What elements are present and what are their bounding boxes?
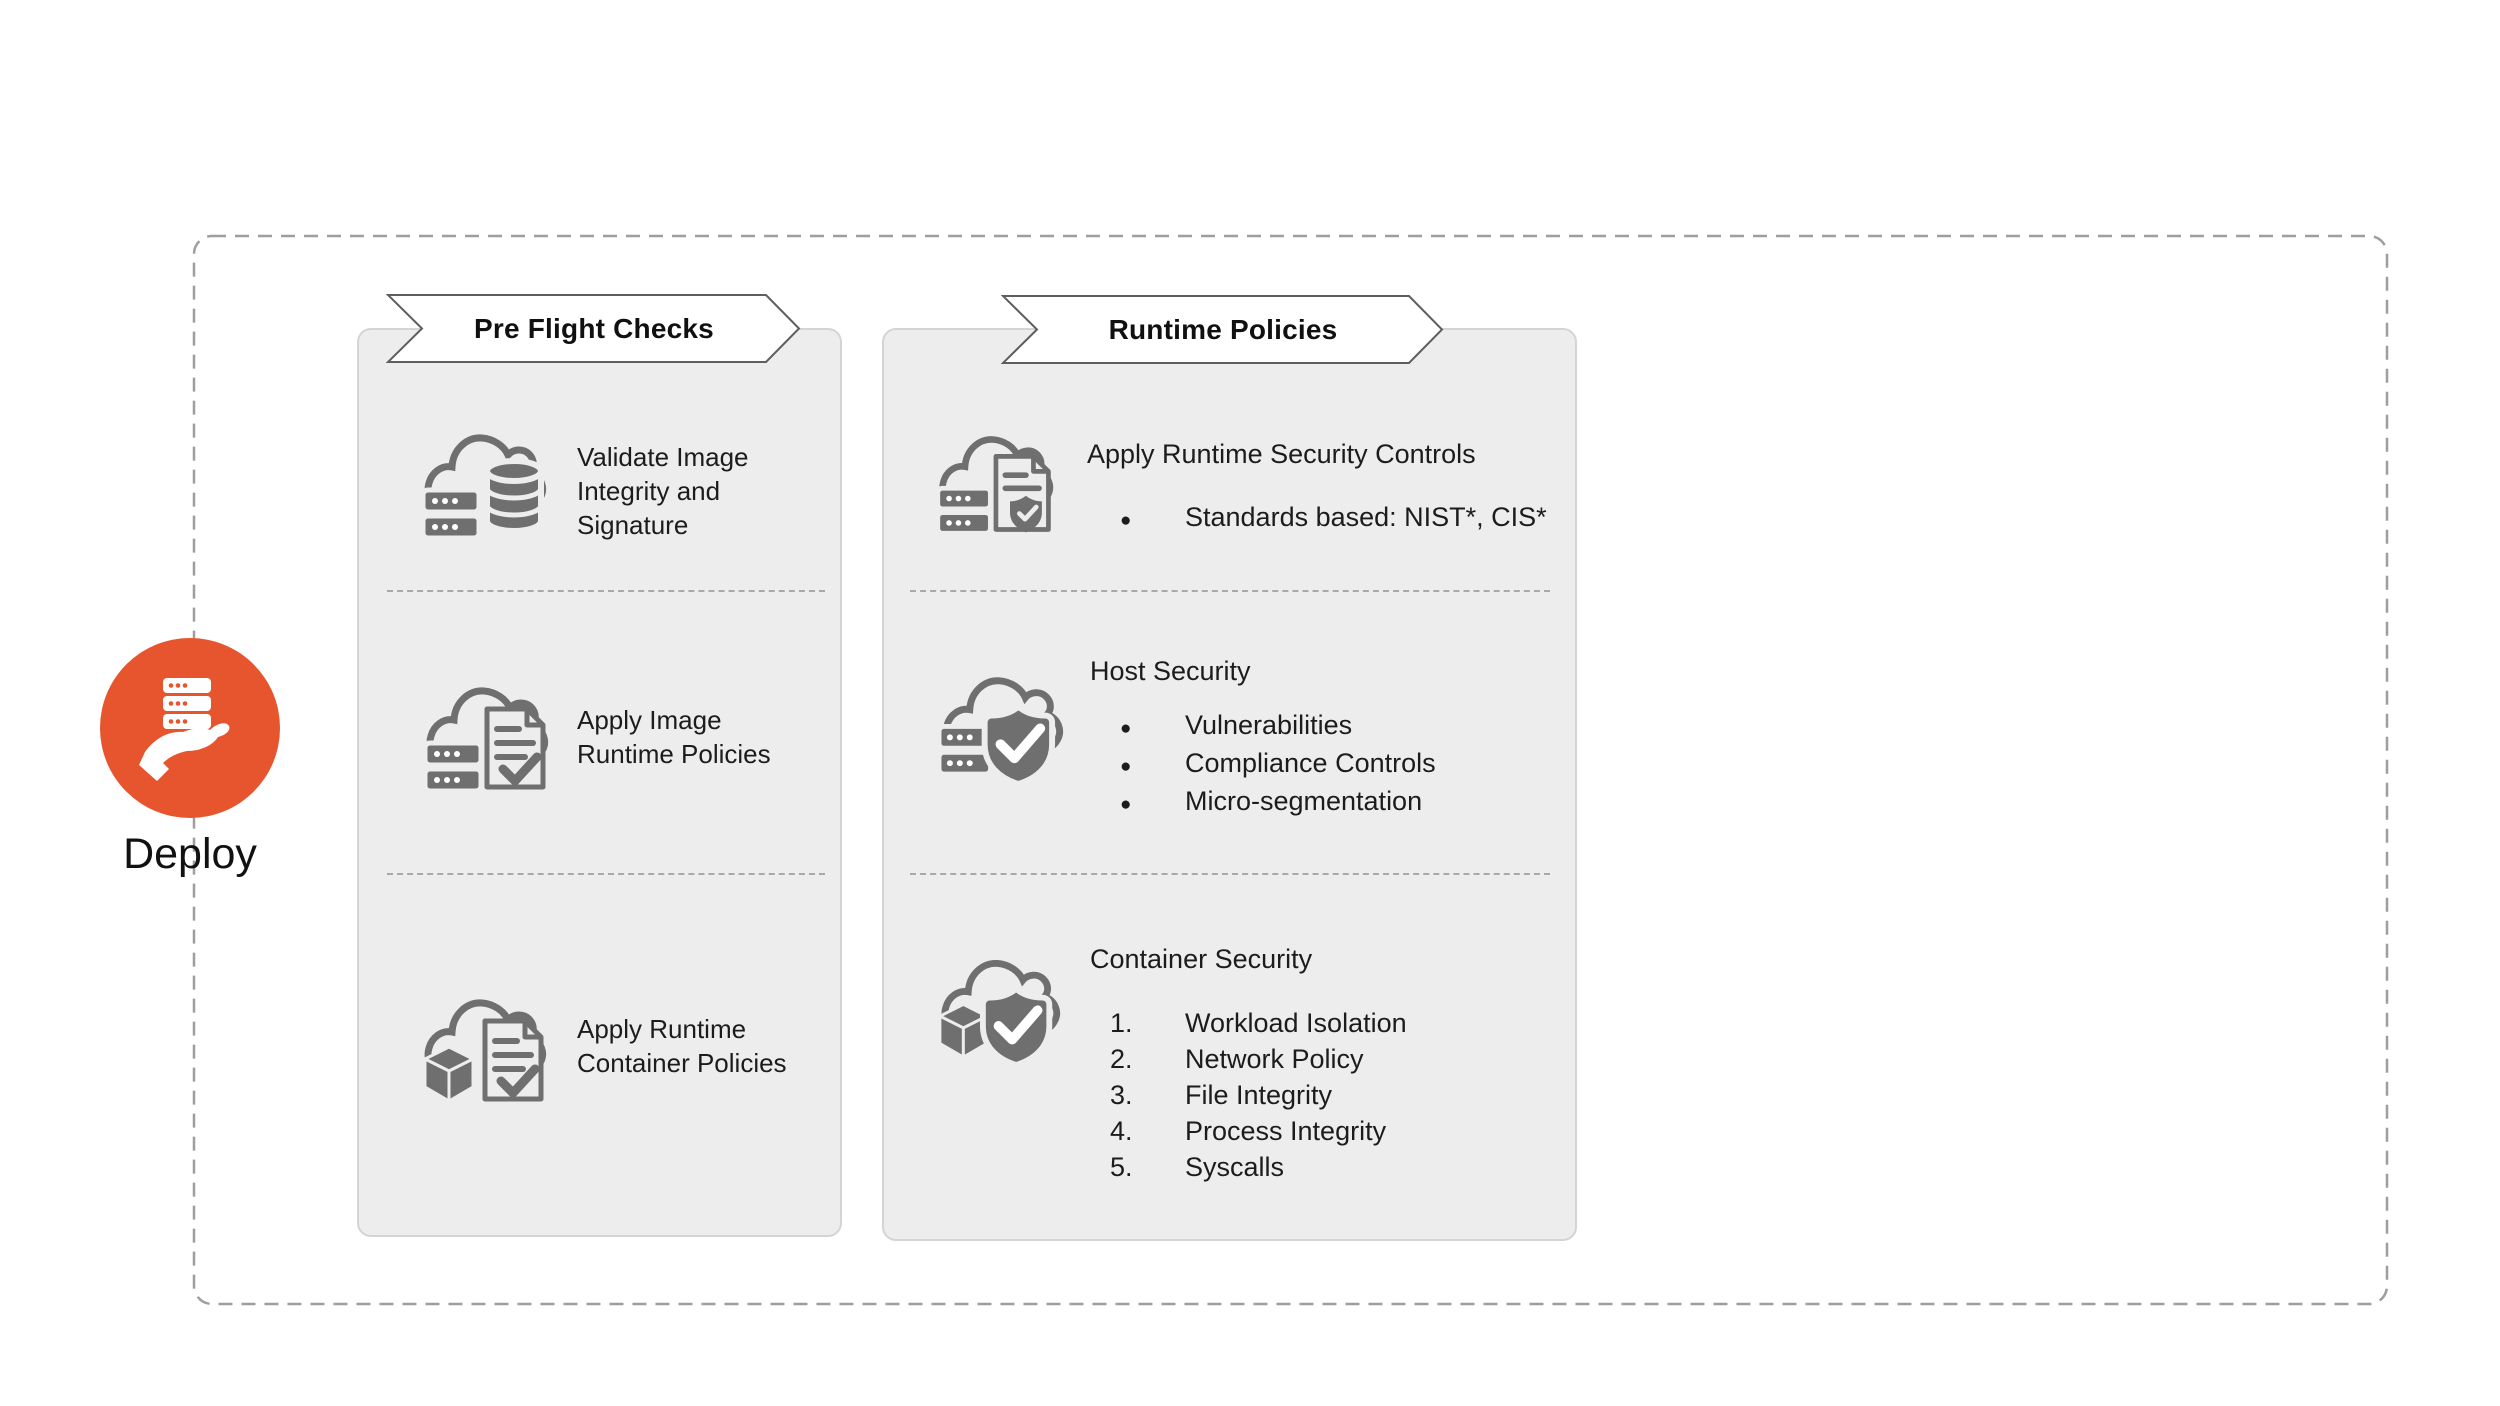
section-divider [910,590,1550,592]
cloud-policy-document-servers-icon [421,667,551,795]
list-marker: ● [1120,510,1132,531]
section-divider [387,590,825,592]
section-divider [387,873,825,875]
list-text: Syscalls [1185,1152,1285,1182]
banner-label: Runtime Policies [1108,313,1338,345]
bullet-list [1110,500,1547,538]
deploy-label: Deploy [123,830,257,878]
list-text: Compliance Controls [1185,748,1436,778]
runtime-policies-banner [1001,294,1445,365]
item-title: Host Security [1090,656,1251,686]
banner-label: Pre Flight Checks [474,312,714,344]
list-item [1110,500,1547,538]
list-marker: 1. [1110,1008,1133,1038]
item-title: Container Security [1090,944,1313,974]
list-text: Workload Isolation [1185,1008,1407,1038]
list-text: Vulnerabilities [1185,710,1353,740]
numbered-list [1110,1005,1407,1185]
list-text: Standards based: NIST*, CIS* [1185,502,1547,532]
bullet-list [1110,708,1436,822]
list-item [1110,784,1436,822]
runtime-policies-panel [882,328,1577,1241]
cloud-shield-document-servers-icon [934,417,1056,537]
list-item [1110,1041,1407,1077]
list-item [1110,1077,1407,1113]
list-marker: ● [1120,794,1132,815]
item-title: Apply Image Runtime Policies [577,705,771,769]
list-text: Network Policy [1185,1044,1364,1074]
item-title: Apply Runtime Security Controls [1087,439,1476,469]
cloud-shield-check-servers-icon [934,657,1069,784]
item-title: Validate Image Integrity and Signature [577,442,749,540]
servers-in-hand-icon [135,672,245,784]
list-marker: ● [1120,756,1132,777]
list-marker: ● [1120,718,1132,739]
list-text: Process Integrity [1185,1116,1387,1146]
item-title: Apply Runtime Container Policies [577,1014,787,1078]
list-text: File Integrity [1185,1080,1333,1110]
list-marker: 4. [1110,1116,1133,1146]
cloud-policy-document-container-icon [419,979,549,1107]
list-item [1110,746,1436,784]
list-marker: 5. [1110,1152,1133,1182]
list-text: Micro-segmentation [1185,786,1423,816]
list-item [1110,708,1436,746]
list-item [1110,1149,1407,1185]
pre-flight-checks-banner [386,293,802,364]
cloud-shield-check-container-icon [932,940,1067,1065]
list-item [1110,1113,1407,1149]
list-marker: 2. [1110,1044,1133,1074]
list-item [1110,1005,1407,1041]
pre-flight-checks-panel [357,328,842,1237]
cloud-database-servers-icon [419,414,549,542]
list-marker: 3. [1110,1080,1133,1110]
deploy-node [100,638,280,818]
section-divider [910,873,1550,875]
